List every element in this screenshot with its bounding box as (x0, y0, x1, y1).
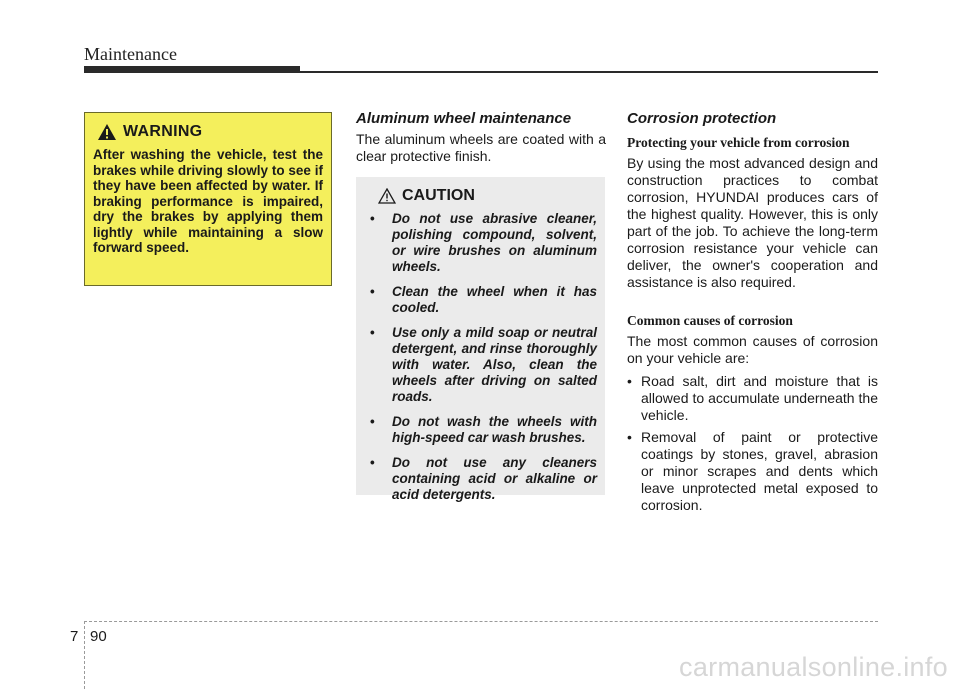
warning-triangle-icon (97, 123, 117, 141)
warning-box (84, 112, 332, 286)
page-number: 90 (90, 628, 107, 645)
bullet-icon: • (370, 211, 375, 226)
corrosion-title: Corrosion protection (627, 110, 777, 127)
watermark-text: carmanualsonline.info (679, 652, 948, 682)
bullet-icon: • (627, 429, 632, 445)
caution-triangle-icon (378, 188, 396, 204)
bullet-icon: • (370, 325, 375, 340)
aluminum-title: Aluminum wheel maintenance (356, 110, 572, 127)
causes-heading: Common causes of corrosion (627, 313, 793, 328)
footer-vertical-rule (84, 621, 85, 689)
corrosion-section (627, 110, 878, 519)
caution-item: • Use only a mild soap or neutral detergent, and rinse thoroughly with water. Also, clean the wheels after driving on salted roads. (370, 325, 597, 404)
protect-text: By using the most advanced design and construction practices to combat corrosion, HYUNDAI produces cars of the highest quality. However, this is only part of the job. To achieve the long-term corrosion resistance your vehicle can deliver, the owner's cooperation and assistance is also required. (627, 155, 878, 290)
protect-heading: Protecting your vehicle from corrosion (627, 135, 850, 150)
caution-item: • Clean the wheel when it has cooled. (370, 284, 597, 315)
aluminum-text: The aluminum wheels are coated with a clear protective finish. (356, 131, 606, 164)
bullet-icon: • (370, 455, 375, 470)
causes-list (627, 373, 878, 514)
warning-title: WARNING (123, 123, 203, 140)
bullet-icon: • (627, 373, 632, 389)
warning-text: After washing the vehicle, test the brakes while driving slowly to see if they have been affected by water. If braking performance is impaired, dry the brakes by applying them lightly while maintaining a slow forward speed. (93, 147, 323, 255)
bullet-icon: • (370, 414, 375, 429)
caution-item: • Do not wash the wheels with high-speed car wash brushes. (370, 414, 597, 445)
aluminum-section (356, 110, 606, 165)
caution-list (368, 211, 597, 503)
caution-header (378, 187, 597, 205)
footer-rule (84, 621, 878, 622)
chapter-number: 7 (70, 628, 79, 645)
causes-item: • Road salt, dirt and moisture that is allowed to accumulate underneath the vehicle. (627, 373, 878, 423)
causes-item: • Removal of paint or protective coatings by stones, gravel, abrasion or minor scrapes and dents which leave unprotected metal exposed to corrosion. (627, 429, 878, 513)
page-header-title: Maintenance (84, 44, 177, 64)
caution-title: CAUTION (402, 187, 475, 204)
bullet-icon: • (370, 284, 375, 299)
warning-header (97, 123, 323, 141)
causes-text: The most common causes of corrosion on your vehicle are: (627, 333, 878, 366)
caution-item: • Do not use any cleaners containing acid or alkaline or acid detergents. (370, 455, 597, 502)
header-rule (84, 71, 878, 73)
caution-box (356, 177, 605, 502)
caution-item: • Do not use abrasive cleaner, polishing compound, solvent, or wire brushes on aluminum wheels. (370, 211, 597, 274)
